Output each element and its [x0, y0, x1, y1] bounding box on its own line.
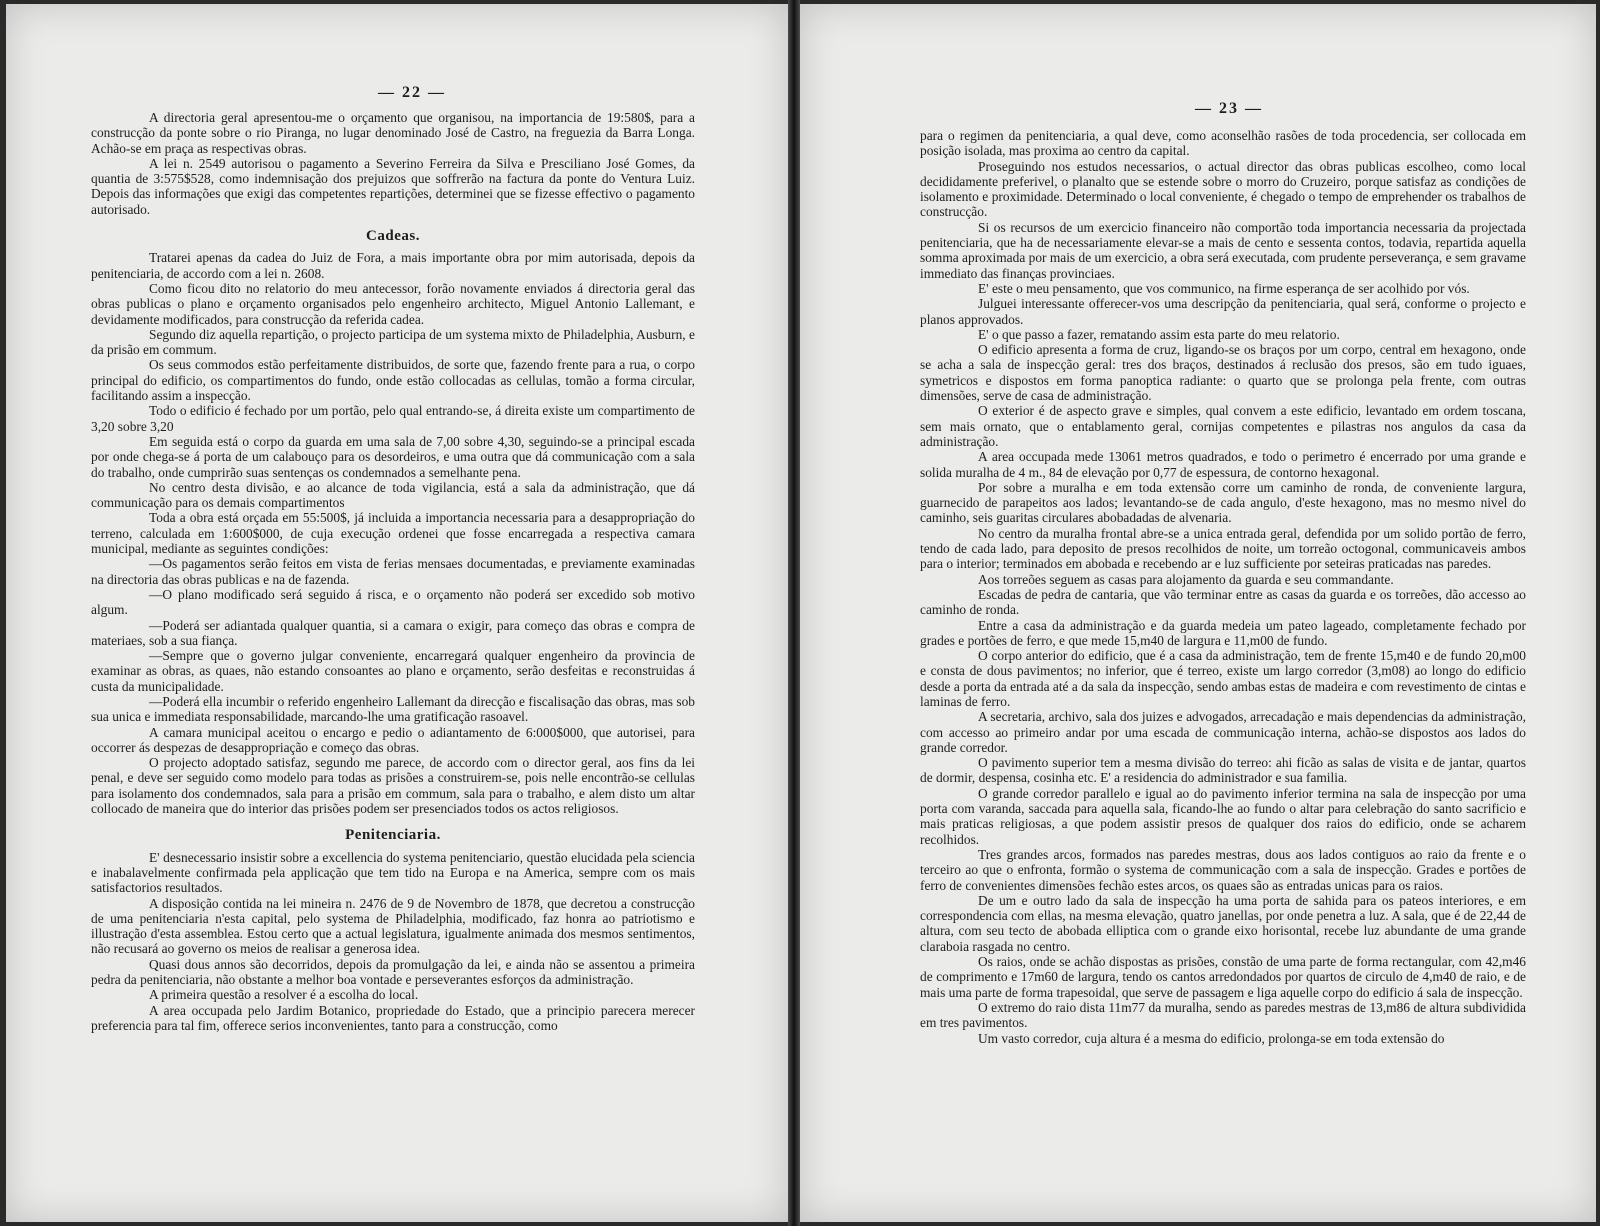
paragraph: O grande corredor parallelo e igual ao do pavimento inferior termina na sala de inspecção por uma porta com varanda, saccada para aquella sala, ficando-lhe ao fundo o altar para celebração do santo sacrificio e mais praticas religiosas, a que podem assistir presos de qualquer dos raios do edificio, onde se acharem recolhidos. — [920, 785, 1526, 847]
paragraph: A area occupada pelo Jardim Botanico, propriedade do Estado, que a principio parecera merecer preferencia para tal fim, offerece serios inconvenientes, tanto para a construcção, como — [91, 1002, 695, 1033]
paragraph: —Sempre que o governo julgar conveniente, encarregará qualquer engenheiro da provincia de examinar as obras, as quaes, não estando consoantes ao plano e orçamento, serão desfeitas e reconstruidas á custa da municipalidade. — [91, 648, 695, 694]
paragraph: Os raios, onde se achão dispostas as prisões, constão de uma parte de forma rectangular, com 42,m46 de comprimento e 17m60 de largura, tendo os cantos arredondados por quartos de circulo de 4,m40 de raio, e de mais uma parte de forma trapesoidal, que serve de passagem e liga aquelle corpo do edificio á sala de inspecção. — [920, 954, 1526, 1000]
paragraph: Em seguida está o corpo da guarda em uma sala de 7,00 sobre 4,30, seguindo-se a principal escada por onde chega-se á porta de um calabouço para os desordeiros, e uma outra que dá communicação com a sala do trabalho, onde cumprirão suas sentenças os condemnados a semelhante pena. — [91, 433, 695, 480]
paragraph: Tratarei apenas da cadea do Juiz de Fora, a mais importante obra por mim autorisada, depois da penitenciaria, de accordo com a lei n. 2608. — [91, 250, 695, 281]
right-page-text — [920, 128, 1526, 1046]
left-page-text — [91, 110, 695, 1033]
paragraph: Proseguindo nos estudos necessarios, o actual director das obras publicas escolheo, como local decididamente preferivel, o planalto que se estende sobre o morro do Cruzeiro, porque satisfaz as condições de isolamento e proximidade. Determinado o local conveniente, é chegado o tempo de emprehender os trabalhos de construcção. — [920, 158, 1526, 220]
paragraph: Tres grandes arcos, formados nas paredes mestras, dous aos lados contiguos ao raio da frente e o terceiro ao que o enfronta, formão o systema de communicação com a sala de inspecção. Grades e portões de ferro de convenientes dimensões fechão estes arcos, os quaes são as entradas unicas para os raios. — [920, 846, 1526, 893]
paragraph: O pavimento superior tem a mesma divisão do terreo: ahi ficão as salas de visita e de jantar, quartos de dormir, despensa, cosinha etc. E' a residencia do administrador e sua familia. — [920, 755, 1526, 786]
paragraph: O corpo anterior do edificio, que é a casa da administração, tem de frente 15,m40 e de fundo 20,m00 e consta de dous pavimentos; no inferior, que é terreo, existe um largo corredor (3,m08) ao longo do edificio desde a porta da entrada até a da sala da inspecção, sendo ambas estas de madeira e com revestimento de cintas e laminas de ferro. — [920, 648, 1526, 709]
paragraph: Todo o edificio é fechado por um portão, pelo qual entrando-se, á direita existe um compartimento de 3,20 sobre 3,20 — [91, 403, 695, 434]
paragraph: Aos torreões seguem as casas para alojamento da guarda e seu commandante. — [978, 571, 1394, 587]
page-number: — 22 — — [378, 84, 446, 101]
paragraph: O edificio apresenta a forma de cruz, ligando-se os braços por um corpo, central em hexagono, onde se acha a sala de inspecção geral: tres dos braços, destinados á reclusão dos presos, são em tudo iguaes, symetricos e dispostos em forma panoptica radiante: o quarto que se prolonga pela frente, com outras dimensões, serve de casa de administração. — [920, 342, 1526, 404]
paragraph: O projecto adoptado satisfaz, segundo me parece, de accordo com o director geral, aos fins da lei penal, e deve ser seguido como modelo para todas as prisões a construirem-se, pois nelle encontrão-se cellulas para isolamento dos condemnados, sala para a prisão em commum, sala para o trabalho, e alem disto um altar collocado de maneira que do interior das prisões podem ser presenciados todos os actos religiosos. — [91, 755, 695, 817]
book-gutter — [788, 0, 800, 1226]
paragraph: Os seus commodos estão perfeitamente distribuidos, de sorte que, fazendo frente para a rua, o corpo principal do edificio, os compartimentos do fundo, onde estão collocadas as cellulas, tomão a forma circular, facilitando assim a inspecção. — [91, 357, 695, 404]
paragraph: A primeira questão a resolver é a escolha do local. — [149, 987, 419, 1003]
paragraph: —Poderá ella incumbir o referido engenheiro Lallemant da direcção e fiscalisação das obras, mas sob sua unica e immediata responsabilidade, marcando-lhe uma gratificação rasoavel. — [91, 693, 695, 725]
section-heading-penitenciaria: Penitenciaria. — [345, 827, 441, 844]
paragraph: —Os pagamentos serão feitos em vista de ferias mensaes documentadas, e previamente examinadas na directoria das obras publicas e na de fazenda. — [91, 556, 695, 587]
paragraph: E' desnecessario insistir sobre a excellencia do systema penitenciario, questão elucidada pela sciencia e inabalavelmente confirmada pela applicação que tem tido na Europa e na America, sempre com os mais satisfactorios resultados. — [91, 849, 695, 896]
page-number: — 23 — — [1195, 100, 1263, 117]
paragraph: Entre a casa da administração e da guarda medeia um pateo lageado, completamente fechado por grades e portões de ferro, e que mede 15,m40 de largura e 11,m00 de fundo. — [920, 617, 1526, 648]
paragraph: Julguei interessante offerecer-vos uma descripção da penitenciaria, qual será, conforme o projecto e planos approvados. — [920, 296, 1526, 327]
paragraph: Um vasto corredor, cuja altura é a mesma do edificio, prolonga-se em toda extensão do — [978, 1030, 1445, 1046]
paragraph: O exterior é de aspecto grave e simples, qual convem a este edificio, levantado em ordem toscana, sem mais ornato, que o entablamento geral, cornijas competentes e pilastras nos angulos da casa da administração. — [920, 403, 1526, 449]
paragraph: A secretaria, archivo, sala dos juizes e advogados, arrecadação e mais dependencias da administração, com accesso ao primeiro andar por uma escada de communicação interna, achão-se dispostos aos lados do grande corredor. — [920, 709, 1526, 755]
paragraph: A directoria geral apresentou-me o orçamento que organisou, na importancia de 19:580$, para a construcção da ponte sobre o rio Piranga, no lugar denominado José de Castro, na freguezia da Barra Longa. Achão-se em praça as respectivas obras. — [91, 110, 695, 156]
paragraph: No centro desta divisão, e ao alcance de toda vigilancia, está a sala da administração, que dá communicação para os demais compartimentos — [91, 479, 695, 511]
paragraph: Toda a obra está orçada em 55:500$, já incluida a importancia necessaria para a desappropriação do terreno, calculada em 1:600$000, de cuja execução ordenei que fosse encarregada a respectiva camara municipal, mediante as seguintes condições: — [91, 510, 695, 557]
paragraph: Segundo diz aquella repartição, o projecto participa de um systema mixto de Philadelphia, Ausburn, e da prisão em commum. — [91, 326, 695, 358]
paragraph: Por sobre a muralha e em toda extensão corre um caminho de ronda, de conveniente largura, guarnecido de parapeitos aos lados; levantando-se de cada angulo, d'este hexagono, mas no mesmo nivel do caminho, seis guaritas circulares abobadadas de alvenaria. — [920, 479, 1526, 526]
paragraph: No centro da muralha frontal abre-se a unica entrada geral, defendida por um solido portão de ferro, tendo de cada lado, para deposito de presos recolhidos de noite, um torreão octogonal, communicaveis ambos para o interior; terminados em abobada e recebendo ar e luz sufficiente por seteiras praticadas nas paredes. — [920, 525, 1526, 572]
paragraph: —O plano modificado será seguido á risca, e o orçamento não poderá ser excedido sob motivo algum. — [91, 586, 695, 618]
paragraph: Como ficou dito no relatorio do meu antecessor, forão novamente enviados á directoria geral das obras publicas o plano e orçamento organisados pelo engenheiro architecto, Miguel Antonio Lallemant, e devidamente modificados, para construcção da referida cadea. — [91, 280, 695, 327]
paragraph: Escadas de pedra de cantaria, que vão terminar entre as casas da guarda e os torreões, dão accesso ao caminho de ronda. — [920, 586, 1526, 618]
paragraph: Quasi dous annos são decorridos, depois da promulgação da lei, e ainda não se assentou a primeira pedra da penitenciaria, não obstante a melhor boa vontade e perseverantes esforços da administração. — [91, 956, 695, 988]
paragraph: A area occupada mede 13061 metros quadrados, e todo o perimetro é encerrado por uma grande e solida muralha de 4 m., 84 de elevação por 0,77 de espessura, de contorno hexagonal. — [920, 449, 1526, 480]
paragraph: A disposição contida na lei mineira n. 2476 de 9 de Novembro de 1878, que decretou a construcção de uma penitenciaria n'esta capital, pelo systema de Philadelphia, modificado, faz honra ao patriotismo e illustração d'esta assemblea. Estou certo que a actual legislatura, igualmente animada dos mesmos sentimentos, não recusará ao governo os meios de realisar a generosa idea. — [91, 895, 695, 957]
paragraph: De um e outro lado da sala de inspecção ha uma porta de sahida para os pateos interiores, e em correspondencia com ellas, na mesma elevação, quatro janellas, por onde penetra a luz. A sala, que é de 22,44 de altura, com seu tecto de abobada elliptica com o grande eixo horisontal, recebe luz abundante de uma grande claraboia rasgada no centro. — [920, 892, 1526, 954]
paragraph: O extremo do raio dista 11m77 da muralha, sendo as paredes mestras de 13,m86 de altura subdividida em tres pavimentos. — [920, 999, 1526, 1031]
left-page — [6, 4, 788, 1222]
paragraph: A lei n. 2549 autorisou o pagamento a Severino Ferreira da Silva e Presciliano José Gomes, da quantia de 3:575$528, como indemnisação dos prejuizos que soffrerão na factura da ponte do Ventura Luiz. Depois das informações que exigi das competentes repartições, determinei que se fizesse effectivo o pagamento autorisado. — [91, 155, 695, 217]
right-page — [800, 4, 1596, 1222]
paragraph: A camara municipal aceitou o encargo e pedio o adiantamento de 6:000$000, que autorisei, para occorrer ás despezas de desappropriação e começo das obras. — [91, 724, 695, 755]
paragraph: E' este o meu pensamento, que vos communico, na firme esperança de ser acolhido por vós. — [978, 280, 1470, 296]
section-heading-cadeas: Cadeas. — [366, 228, 420, 245]
paragraph: E' o que passo a fazer, rematando assim esta parte do meu relatorio. — [978, 326, 1340, 342]
paragraph: —Poderá ser adiantada qualquer quantia, si a camara o exigir, para começo das obras e compra de materiaes, sob a sua fiança. — [91, 617, 695, 648]
paragraph: para o regimen da penitenciaria, a qual deve, como aconselhão rasões de toda procedencia, ser collocada em posição isolada, mas proxima ao centro da capital. — [920, 128, 1526, 159]
paragraph: Si os recursos de um exercicio financeiro não comportão toda importancia necessaria da projectada penitenciaria, que ha de necessariamente elevar-se a mais de cento e sessenta contos, todavia, repartida aquella somma aproximada por mais de um exercicio, a obra será executada, com prudente perseverança, e sem gravame immediato das finanças provinciaes. — [920, 219, 1526, 281]
